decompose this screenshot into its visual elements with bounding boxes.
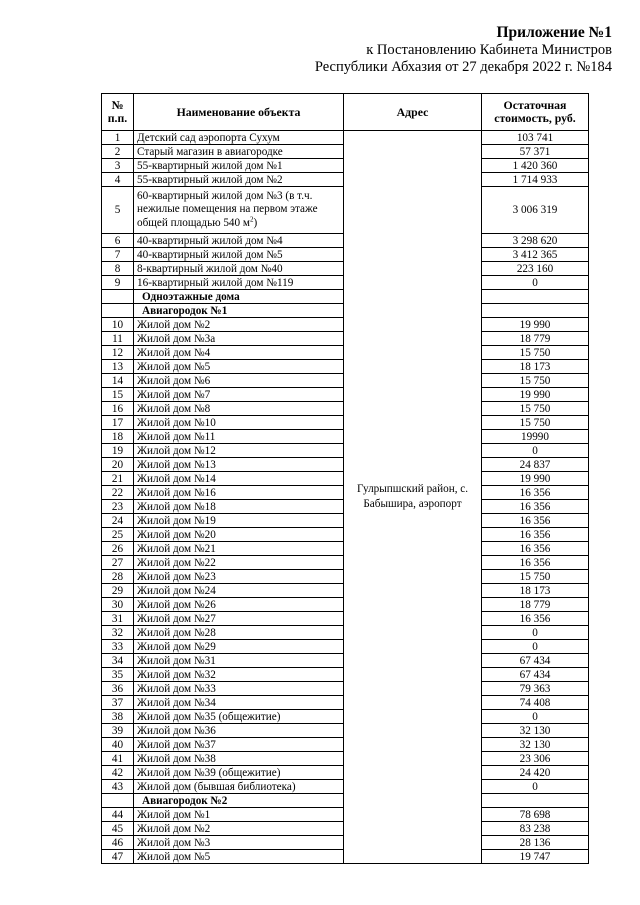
object-name: Жилой дом №26 (134, 598, 344, 612)
appendix-title: Приложение №1 (496, 24, 612, 41)
object-name: Жилой дом (бывшая библиотека) (134, 780, 344, 794)
object-name: Жилой дом №33 (134, 682, 344, 696)
row-number: 46 (102, 836, 134, 850)
row-number: 44 (102, 808, 134, 822)
residual-cost: 16 356 (482, 542, 589, 556)
row-number: 2 (102, 145, 134, 159)
residual-cost: 32 130 (482, 724, 589, 738)
row-number: 33 (102, 640, 134, 654)
residual-cost: 19 990 (482, 472, 589, 486)
residual-cost: 18 173 (482, 360, 589, 374)
object-name: 40-квартирный жилой дом №5 (134, 248, 344, 262)
object-name: Жилой дом №12 (134, 444, 344, 458)
row-number: 14 (102, 374, 134, 388)
object-name: Жилой дом №7 (134, 388, 344, 402)
row-number: 28 (102, 570, 134, 584)
row-number: 11 (102, 332, 134, 346)
row-number: 38 (102, 710, 134, 724)
object-name: Жилой дом №31 (134, 654, 344, 668)
object-name: Старый магазин в авиагородке (134, 145, 344, 159)
row-number: 35 (102, 668, 134, 682)
residual-cost: 16 356 (482, 528, 589, 542)
row-number: 9 (102, 276, 134, 290)
residual-cost: 83 238 (482, 822, 589, 836)
residual-cost (482, 304, 589, 318)
object-name: Жилой дом №3 (134, 836, 344, 850)
header-line-2: Республики Абхазия от 27 декабря 2022 г. №184 (314, 59, 612, 75)
residual-cost: 24 837 (482, 458, 589, 472)
row-number: 31 (102, 612, 134, 626)
row-number: 19 (102, 444, 134, 458)
residual-cost: 16 356 (482, 556, 589, 570)
object-name: Жилой дом №11 (134, 430, 344, 444)
object-name: Жилой дом №4 (134, 346, 344, 360)
residual-cost: 18 779 (482, 332, 589, 346)
section-title: Авиагородок №1 (134, 304, 344, 318)
residual-cost: 1 420 360 (482, 159, 589, 173)
residual-cost: 23 306 (482, 752, 589, 766)
residual-cost: 0 (482, 276, 589, 290)
row-number: 42 (102, 766, 134, 780)
row-number: 18 (102, 430, 134, 444)
object-name: Жилой дом №27 (134, 612, 344, 626)
row-number: 24 (102, 514, 134, 528)
object-name: Жилой дом №2 (134, 318, 344, 332)
row-number: 34 (102, 654, 134, 668)
residual-cost: 19 990 (482, 388, 589, 402)
row-number: 32 (102, 626, 134, 640)
row-number: 41 (102, 752, 134, 766)
object-name: Жилой дом №19 (134, 514, 344, 528)
residual-cost: 16 356 (482, 514, 589, 528)
row-number: 43 (102, 780, 134, 794)
residual-cost: 3 298 620 (482, 234, 589, 248)
row-number: 5 (102, 187, 134, 234)
residual-cost: 19 747 (482, 850, 589, 864)
row-number: 47 (102, 850, 134, 864)
residual-cost: 0 (482, 444, 589, 458)
object-name: Жилой дом №38 (134, 752, 344, 766)
row-number: 39 (102, 724, 134, 738)
row-number: 40 (102, 738, 134, 752)
object-name: 55-квартирный жилой дом №1 (134, 159, 344, 173)
object-name: 40-квартирный жилой дом №4 (134, 234, 344, 248)
table-header-row (102, 94, 589, 131)
row-number: 13 (102, 360, 134, 374)
row-number (102, 304, 134, 318)
header-address: Адрес (344, 94, 482, 131)
object-name: Жилой дом №16 (134, 486, 344, 500)
row-number: 12 (102, 346, 134, 360)
object-name: Жилой дом №13 (134, 458, 344, 472)
object-name: Жилой дом №2 (134, 822, 344, 836)
object-name: Жилой дом №14 (134, 472, 344, 486)
residual-cost: 32 130 (482, 738, 589, 752)
residual-cost: 1 714 933 (482, 173, 589, 187)
row-number: 27 (102, 556, 134, 570)
row-number: 45 (102, 822, 134, 836)
header-name: Наименование объекта (134, 94, 344, 131)
object-name: Жилой дом №23 (134, 570, 344, 584)
row-number (102, 290, 134, 304)
object-name: Жилой дом №28 (134, 626, 344, 640)
header-cost: Остаточная стоимость, руб. (482, 94, 589, 131)
row-number: 30 (102, 598, 134, 612)
row-number: 6 (102, 234, 134, 248)
row-number: 22 (102, 486, 134, 500)
object-name: Жилой дом №5 (134, 360, 344, 374)
row-number: 16 (102, 402, 134, 416)
residual-cost: 15 750 (482, 416, 589, 430)
residual-cost: 3 006 319 (482, 187, 589, 234)
residual-cost: 67 434 (482, 668, 589, 682)
object-name: Жилой дом №20 (134, 528, 344, 542)
object-name: Жилой дом №1 (134, 808, 344, 822)
residual-cost (482, 794, 589, 808)
section-title: Одноэтажные дома (134, 290, 344, 304)
row-number: 7 (102, 248, 134, 262)
table-body (102, 131, 589, 864)
object-name-text: 60-квартирный жилой дом №3 (в т.ч. нежилые помещения на первом этаже общей площадью 540 м (137, 189, 318, 229)
residual-cost: 0 (482, 780, 589, 794)
residual-cost: 19 990 (482, 318, 589, 332)
table-row (102, 131, 589, 145)
object-name: Жилой дом №36 (134, 724, 344, 738)
header-num: № п.п. (102, 94, 134, 131)
object-name: 8-квартирный жилой дом №40 (134, 262, 344, 276)
superscript: 2 (250, 215, 254, 224)
row-number: 20 (102, 458, 134, 472)
residual-cost: 16 356 (482, 612, 589, 626)
objects-table (101, 93, 589, 864)
row-number: 1 (102, 131, 134, 145)
object-name: 55-квартирный жилой дом №2 (134, 173, 344, 187)
residual-cost: 18 779 (482, 598, 589, 612)
object-name: Жилой дом №21 (134, 542, 344, 556)
row-number: 8 (102, 262, 134, 276)
object-name (134, 187, 344, 234)
row-number (102, 794, 134, 808)
residual-cost: 78 698 (482, 808, 589, 822)
residual-cost: 0 (482, 640, 589, 654)
row-number: 21 (102, 472, 134, 486)
residual-cost: 0 (482, 710, 589, 724)
residual-cost: 67 434 (482, 654, 589, 668)
object-name: Жилой дом №10 (134, 416, 344, 430)
residual-cost: 15 750 (482, 346, 589, 360)
object-name: Жилой дом №22 (134, 556, 344, 570)
residual-cost: 15 750 (482, 402, 589, 416)
row-number: 4 (102, 173, 134, 187)
object-name: Жилой дом №29 (134, 640, 344, 654)
residual-cost: 18 173 (482, 584, 589, 598)
object-name: Жилой дом №6 (134, 374, 344, 388)
address-cell: Гулрыпшский район, с. Бабышира, аэропорт (344, 131, 482, 864)
object-name: Жилой дом №39 (общежитие) (134, 766, 344, 780)
row-number: 17 (102, 416, 134, 430)
object-name: Жилой дом №24 (134, 584, 344, 598)
residual-cost: 24 420 (482, 766, 589, 780)
document-header (315, 23, 612, 76)
residual-cost: 79 363 (482, 682, 589, 696)
row-number: 23 (102, 500, 134, 514)
object-name: Жилой дом №34 (134, 696, 344, 710)
object-name: Детский сад аэропорта Сухум (134, 131, 344, 145)
object-name: 16-квартирный жилой дом №119 (134, 276, 344, 290)
object-name: Жилой дом №8 (134, 402, 344, 416)
object-name: Жилой дом №35 (общежитие) (134, 710, 344, 724)
row-number: 10 (102, 318, 134, 332)
residual-cost: 57 371 (482, 145, 589, 159)
residual-cost: 15 750 (482, 570, 589, 584)
residual-cost: 28 136 (482, 836, 589, 850)
residual-cost: 103 741 (482, 131, 589, 145)
row-number: 25 (102, 528, 134, 542)
object-name: Жилой дом №32 (134, 668, 344, 682)
row-number: 36 (102, 682, 134, 696)
residual-cost: 3 412 365 (482, 248, 589, 262)
residual-cost: 19990 (482, 430, 589, 444)
object-name: Жилой дом №3а (134, 332, 344, 346)
object-name: Жилой дом №5 (134, 850, 344, 864)
row-number: 26 (102, 542, 134, 556)
residual-cost: 223 160 (482, 262, 589, 276)
row-number: 3 (102, 159, 134, 173)
section-title: Авиагородок №2 (134, 794, 344, 808)
object-name-end: ) (253, 216, 258, 229)
header-line-1: к Постановлению Кабинета Министров (366, 42, 612, 58)
residual-cost: 74 408 (482, 696, 589, 710)
row-number: 29 (102, 584, 134, 598)
row-number: 15 (102, 388, 134, 402)
residual-cost: 16 356 (482, 486, 589, 500)
residual-cost: 15 750 (482, 374, 589, 388)
row-number: 37 (102, 696, 134, 710)
object-name: Жилой дом №37 (134, 738, 344, 752)
residual-cost (482, 290, 589, 304)
object-name: Жилой дом №18 (134, 500, 344, 514)
residual-cost: 16 356 (482, 500, 589, 514)
residual-cost: 0 (482, 626, 589, 640)
